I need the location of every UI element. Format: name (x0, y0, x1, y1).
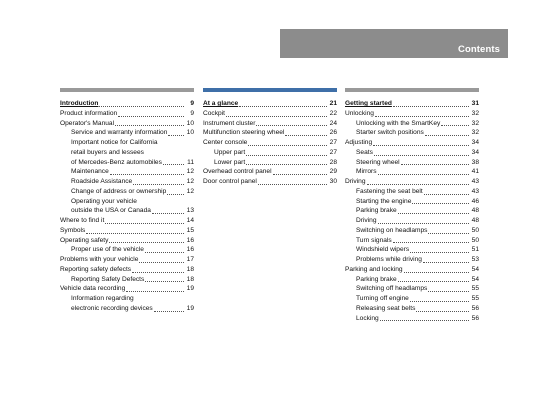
dot-leader (239, 105, 327, 107)
dot-leader (401, 163, 469, 165)
toc-entry[interactable] (60, 236, 194, 246)
dot-leader (132, 271, 184, 273)
toc-entry-label: Symbols (60, 226, 86, 234)
toc-entry-label: Operating your vehicle (71, 197, 137, 205)
toc-entry-label: Windshield wipers (356, 246, 410, 254)
toc-entry[interactable] (345, 314, 479, 324)
dot-leader (226, 115, 327, 117)
toc-entry-page: 24 (329, 119, 337, 127)
toc-entry-label: Getting started (345, 100, 392, 107)
toc-entry[interactable] (60, 167, 194, 177)
toc-entry-label: Operating safety (60, 236, 109, 244)
toc-entry[interactable] (60, 304, 194, 314)
dot-leader (154, 310, 184, 312)
toc-entry-page: 10 (186, 119, 194, 127)
toc-entry-page: 50 (471, 226, 479, 234)
toc-entry-label: Turning off engine (356, 295, 409, 302)
toc-entry-label: Introduction (60, 100, 99, 107)
toc-entry[interactable] (345, 158, 479, 168)
toc-entry-page: 21 (329, 100, 337, 107)
dot-leader (145, 280, 184, 282)
toc-entry[interactable] (345, 197, 479, 207)
toc-entry-label: of Mercedes-Benz automobiles (71, 158, 162, 166)
toc-entry[interactable] (203, 99, 337, 109)
toc-entry-label: Seats (356, 148, 373, 156)
toc-entry-label: retail buyers and lessees (71, 148, 144, 156)
toc-entry-label: Change of address or ownership (71, 187, 167, 195)
toc-entry[interactable] (203, 158, 337, 168)
toc-entry-label: Instrument cluster (203, 119, 256, 127)
toc-entry-label: Problems while driving (356, 256, 422, 263)
toc-entry-label: Fastening the seat belt (356, 187, 423, 195)
toc-entry-label: Parking and locking (345, 265, 403, 273)
dot-leader (428, 232, 469, 234)
header-bar (280, 29, 508, 58)
toc-entry-label: Starter switch positions (356, 129, 424, 137)
toc-entry-page: 9 (190, 100, 194, 107)
toc-entry-label: Parking brake (356, 207, 397, 215)
toc-entry[interactable] (60, 187, 194, 197)
toc-entry-label: Parking brake (356, 275, 397, 283)
dot-leader (423, 261, 469, 263)
toc-entry[interactable] (60, 275, 194, 285)
toc-entry-label: Vehicle data recording (60, 285, 126, 293)
toc-entry-label: Proper use of the vehicle (71, 246, 144, 254)
toc-entry-label: Door control panel (203, 178, 257, 185)
toc-entry-page: 13 (186, 207, 194, 215)
toc-entry[interactable] (345, 138, 479, 148)
toc-entry[interactable] (345, 167, 479, 177)
toc-entry-label: Locking (356, 314, 379, 322)
toc-entry[interactable] (345, 128, 479, 138)
toc-entry-page: 34 (471, 148, 479, 156)
dot-leader (424, 193, 469, 195)
toc-entry[interactable] (345, 109, 479, 119)
toc-entry-page: 27 (329, 148, 337, 156)
toc-entry[interactable] (345, 119, 479, 129)
dot-leader (375, 115, 469, 117)
toc-entry-page: 18 (186, 265, 194, 273)
toc-entry[interactable] (345, 294, 479, 304)
toc-entry-page: 56 (471, 314, 479, 322)
toc-entry-page: 32 (471, 109, 479, 117)
dot-leader (246, 163, 327, 165)
toc-column-introduction (60, 88, 194, 314)
toc-entry-page: 16 (186, 236, 194, 244)
toc-entry[interactable] (345, 226, 479, 236)
toc-entry-page: 19 (186, 285, 194, 293)
dot-leader (152, 212, 184, 214)
toc-entry-label: Where to find it (60, 217, 105, 224)
toc-entry-page: 54 (471, 275, 479, 283)
toc-entry-page: 34 (471, 139, 479, 146)
toc-entry[interactable] (60, 128, 194, 138)
toc-entry-label: Multifunction steering wheel (203, 129, 285, 137)
toc-entry[interactable] (60, 206, 194, 216)
toc-entry-label: Roadside Assistance (71, 178, 133, 185)
dot-leader (168, 134, 184, 136)
toc-entry-page: 53 (471, 256, 479, 263)
dot-leader (410, 300, 469, 302)
toc-entry-label: electronic recording devices (71, 304, 153, 312)
toc-entry-label: Adjusting (345, 139, 373, 146)
toc-entry-page: 12 (186, 178, 194, 185)
toc-entry-label: Unlocking with the SmartKey (356, 119, 441, 127)
toc-entry[interactable] (60, 177, 194, 187)
toc-entry[interactable] (203, 177, 337, 187)
toc-entry-page: 12 (186, 168, 194, 176)
toc-entry[interactable] (60, 265, 194, 275)
toc-entry[interactable] (345, 255, 479, 265)
toc-entry-page: 22 (329, 109, 337, 117)
column-rule (203, 88, 337, 92)
dot-leader (135, 301, 184, 302)
toc-entry-label: Operator's Manual (60, 119, 115, 127)
toc-entry-page: 41 (471, 168, 479, 176)
dot-leader (256, 124, 327, 126)
toc-entry-label: Product information (60, 109, 118, 117)
toc-entry-page: 32 (471, 129, 479, 137)
toc-entry-label: Driving (345, 178, 366, 185)
toc-entry[interactable] (203, 109, 337, 119)
toc-entry-page: 16 (186, 246, 194, 254)
dot-leader (412, 202, 469, 204)
toc-entry-label: Turn signals (356, 236, 392, 244)
toc-entry-page: 50 (471, 236, 479, 244)
dot-leader (115, 124, 184, 126)
toc-entry-label: Problems with your vehicle (60, 256, 139, 263)
toc-entry[interactable] (203, 167, 337, 177)
dot-leader (145, 155, 184, 156)
toc-entry-page: 43 (471, 187, 479, 195)
dot-leader (145, 251, 184, 253)
dot-leader (428, 290, 469, 292)
toc-entry[interactable] (60, 158, 194, 168)
toc-entry[interactable] (60, 138, 194, 148)
dot-leader (109, 241, 184, 243)
toc-entry[interactable] (60, 294, 194, 304)
toc-entry-page: 54 (471, 265, 479, 273)
toc-entry[interactable] (345, 284, 479, 294)
toc-entry[interactable] (60, 284, 194, 294)
toc-entry-label: Maintenance (71, 168, 109, 176)
toc-entry-page: 14 (186, 217, 194, 224)
dot-leader (105, 222, 184, 224)
dot-leader (159, 145, 185, 146)
dot-leader (416, 310, 469, 312)
toc-entry-page: 27 (329, 139, 337, 146)
toc-entry-label: Releasing seat belts (356, 304, 416, 312)
dot-leader (118, 115, 184, 117)
dot-leader (138, 203, 184, 204)
toc-entry-page: 10 (186, 129, 194, 137)
dot-leader (393, 241, 469, 243)
toc-entry-page: 31 (471, 100, 479, 107)
toc-entry-label: Reporting Safety Defects (71, 275, 145, 283)
toc-entry-label: outside the USA or Canada (71, 207, 151, 215)
toc-entry[interactable] (345, 304, 479, 314)
toc-entry[interactable] (345, 187, 479, 197)
toc-entry[interactable] (345, 206, 479, 216)
toc-entry-label: Steering wheel (356, 158, 400, 166)
toc-entry-page: 51 (471, 246, 479, 254)
toc-entry-label: Starting the engine (356, 197, 412, 205)
toc-entry-page: 46 (471, 197, 479, 205)
toc-entry[interactable] (203, 148, 337, 158)
toc-entry[interactable] (60, 197, 194, 207)
toc-entry[interactable] (60, 216, 194, 226)
toc-entry-page: 55 (471, 295, 479, 302)
toc-entry-page: 19 (186, 304, 194, 312)
dot-leader (380, 319, 469, 321)
dot-leader (404, 271, 469, 273)
toc-entry-page: 26 (329, 129, 337, 137)
toc-entry[interactable] (60, 226, 194, 236)
dot-leader (373, 144, 469, 146)
dot-leader (285, 134, 327, 136)
toc-entry-label: Overhead control panel (203, 168, 272, 176)
toc-entry[interactable] (60, 99, 194, 109)
toc-entry-label: Driving (356, 217, 377, 224)
toc-entry-page: 43 (471, 178, 479, 185)
toc-column-at-a-glance (203, 88, 337, 187)
dot-leader (378, 173, 469, 175)
dot-leader (246, 154, 327, 156)
toc-entry[interactable] (203, 128, 337, 138)
toc-entry-page: 15 (186, 226, 194, 234)
toc-entry[interactable] (345, 99, 479, 109)
toc-entry-label: Reporting safety defects (60, 265, 132, 273)
toc-entry-page: 48 (471, 207, 479, 215)
toc-entry[interactable] (203, 119, 337, 129)
toc-entry-page: 17 (186, 256, 194, 263)
dot-leader (378, 222, 469, 224)
dot-leader (258, 183, 327, 185)
dot-leader (139, 261, 184, 263)
toc-entry-label: Important notice for California (71, 139, 158, 146)
dot-leader (248, 144, 327, 146)
dot-leader (398, 280, 469, 282)
toc-entry-label: Center console (203, 139, 248, 146)
toc-entry-label: Switching on headlamps (356, 226, 428, 234)
toc-entry-label: Cockpit (203, 109, 225, 117)
toc-entry[interactable] (60, 245, 194, 255)
toc-entry[interactable] (60, 148, 194, 158)
toc-entry-label: Information regarding (71, 295, 134, 302)
toc-entry-page: 18 (186, 275, 194, 283)
dot-leader (393, 105, 469, 107)
toc-entry[interactable] (203, 138, 337, 148)
dot-leader (133, 183, 184, 185)
toc-entry-label: Switching off headlamps (356, 285, 428, 293)
toc-entry-page: 32 (471, 119, 479, 127)
column-rule (345, 88, 479, 92)
toc-entry-label: At a glance (203, 100, 239, 107)
dot-leader (398, 212, 469, 214)
toc-entry-page: 48 (471, 217, 479, 224)
toc-entry[interactable] (345, 236, 479, 246)
toc-entry-page: 55 (471, 285, 479, 293)
column-rule (60, 88, 194, 92)
toc-entry[interactable] (345, 275, 479, 285)
dot-leader (110, 173, 184, 175)
dot-leader (374, 154, 469, 156)
toc-entry-page: 29 (329, 168, 337, 176)
toc-entry[interactable] (60, 255, 194, 265)
toc-entry-page: 38 (471, 158, 479, 166)
toc-entry[interactable] (345, 245, 479, 255)
toc-entry-page: 28 (329, 158, 337, 166)
toc-entry-page: 11 (187, 158, 194, 166)
toc-entry-label: Mirrors (356, 168, 377, 176)
toc-entry[interactable] (345, 265, 479, 275)
dot-leader (410, 251, 469, 253)
dot-leader (86, 232, 184, 234)
toc-entry[interactable] (345, 148, 479, 158)
dot-leader (273, 173, 327, 175)
dot-leader (425, 134, 469, 136)
toc-entry[interactable] (345, 177, 479, 187)
dot-leader (441, 124, 469, 126)
page-title: Contents (458, 44, 500, 55)
toc-entry[interactable] (60, 109, 194, 119)
toc-entry-page: 9 (190, 109, 194, 117)
toc-entry-label: Unlocking (345, 109, 374, 117)
toc-entry-page: 12 (186, 187, 194, 195)
toc-entry[interactable] (345, 216, 479, 226)
toc-entry[interactable] (60, 119, 194, 129)
toc-column-getting-started (345, 88, 479, 323)
dot-leader (367, 183, 469, 185)
dot-leader (167, 193, 184, 195)
dot-leader (163, 163, 184, 165)
toc-entry-page: 56 (471, 304, 479, 312)
toc-entry-label: Upper part (214, 148, 246, 156)
toc-entry-label: Service and warranty information (71, 129, 168, 137)
toc-entry-page: 30 (329, 178, 337, 185)
dot-leader (99, 105, 184, 107)
dot-leader (126, 290, 184, 292)
toc-entry-label: Lower part (214, 158, 246, 166)
